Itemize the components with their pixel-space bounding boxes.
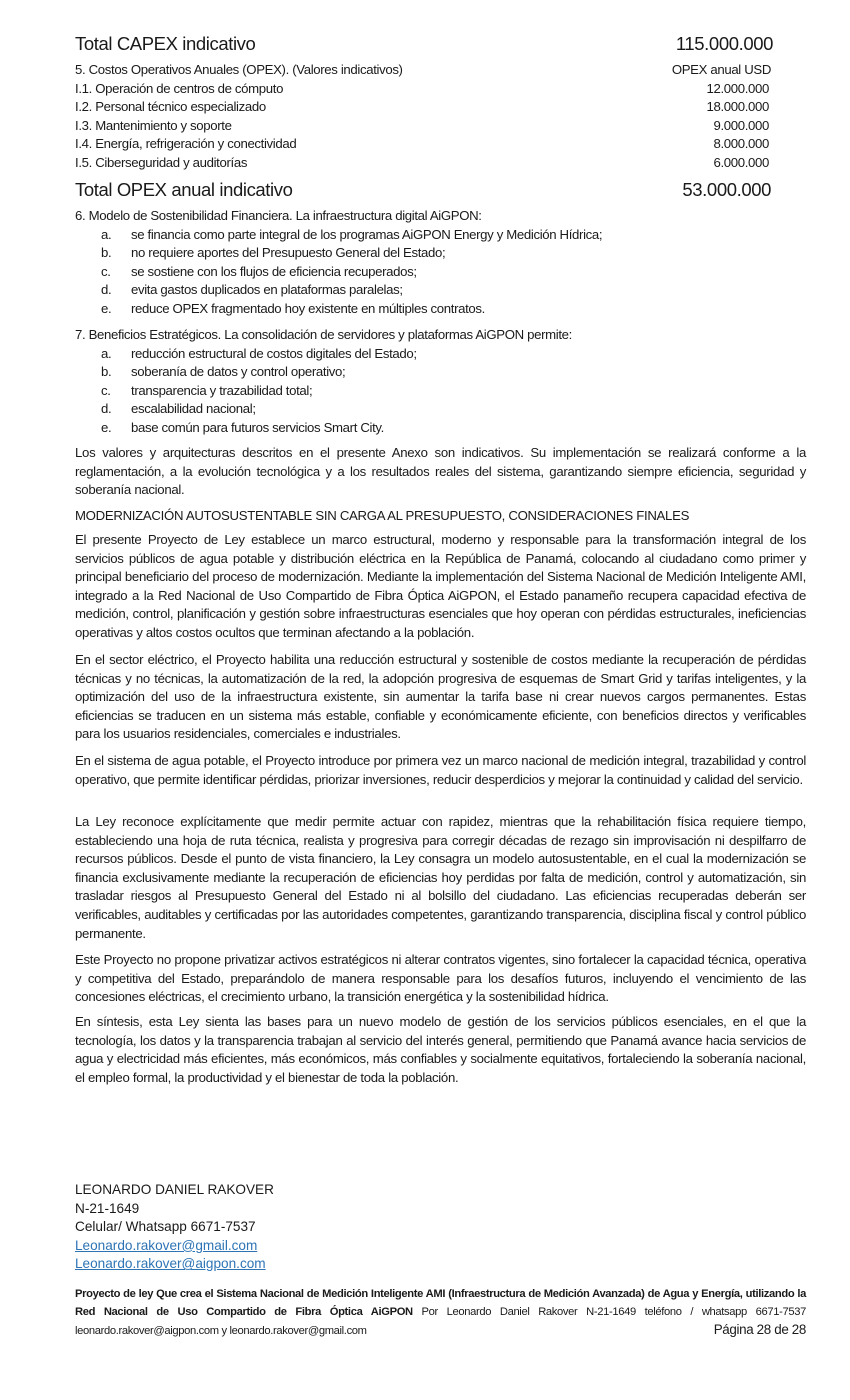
capex-total-value: 115.000.000 (675, 33, 773, 54)
list-item (101, 226, 806, 245)
list-text: no requiere aportes del Presupuesto General del Estado; (131, 245, 446, 260)
opex-total-value: 53.000.000 (682, 179, 771, 200)
list-text: escalabilidad nacional; (131, 401, 256, 416)
opex-item-value: 8.000.000 (713, 136, 769, 151)
paragraph-3: En el sistema de agua potable, el Proyecto introduce por primera vez un marco nacional de medición integral, trazabilidad y control operativo, que permite identificar pérdidas, priorizar inversiones, reducir desperdicios y mejorar la continuidad y calidad del servicio. (75, 753, 806, 787)
footer-emails: leonardo.rakover@aigpon.com y leonardo.rakover@gmail.com (75, 1325, 367, 1337)
list-marker: c. (101, 382, 111, 398)
list-item (101, 400, 806, 419)
list-marker: b. (101, 364, 112, 379)
list-item (101, 300, 806, 319)
opex-heading: 5. Costos Operativos Anuales (OPEX). (Valores indicativos) (75, 62, 403, 77)
opex-item-label: I.3. Mantenimiento y soporte (75, 117, 232, 133)
opex-item-value: 18.000.000 (706, 99, 769, 114)
section-7-heading: 7. Beneficios Estratégicos. La consolidación de servidores y plataformas AiGPON permite: (75, 327, 572, 342)
signature-block (75, 1181, 274, 1274)
list-marker: d. (101, 401, 112, 416)
paragraph-5: Este Proyecto no propone privatizar activos estratégicos ni alterar contratos vigentes, sino fortalecer la capacidad técnica, operativa y competitiva del Estado, preparándolo de manera responsable para los desafíos futuros, incluyendo el vencimiento de las concesiones eléctricas, el crecimiento urbano, la transición energética y la sostenibilidad hídrica. (75, 952, 806, 1005)
footer-author: Por Leonardo Daniel Rakover N-21-1649 teléfono / whatsapp 6671-7537 (412, 1306, 806, 1318)
opex-table (75, 61, 771, 172)
list-marker: b. (101, 245, 112, 260)
capex-total-row (75, 33, 773, 55)
paragraph-2: En el sector eléctrico, el Proyecto habilita una reducción estructural y sostenible de costos mediante la recuperación de pérdidas técnicas y no técnicas, la automatización de la red, la adopción progresiva de esquemas de Smart Grid y tarifas inteligentes, y la optimización del uso de la infraestructura existente, sin aumentar la tarifa base ni crear nuevos cargos permanentes. Estas eficiencias se traducen en un sistema más estable, confiable y económicamente eficiente, con beneficios directos y verificables para los usuarios residenciales, comerciales e industriales. (75, 652, 806, 742)
opex-column-header: OPEX anual USD (671, 62, 771, 77)
footer-bold-title: Proyecto de ley Que crea el Sistema Nacional de Medición Inteligente AMI (Infraestructura de Medición Avanzada) de Agua y Energía, utilizando la Red Nacional de Uso Compartido de Fibra Óptica AiGPON (75, 1288, 806, 1318)
list-item (101, 419, 806, 438)
opex-total-label: Total OPEX anual indicativo (75, 179, 293, 200)
section-7 (75, 326, 806, 437)
footer-bottom-row (75, 1321, 806, 1340)
list-marker: e. (101, 300, 112, 316)
opex-item-label: I.5. Ciberseguridad y auditorías (75, 154, 248, 170)
opex-item-label: I.1. Operación de centros de cómputo (75, 80, 284, 96)
list-text: soberanía de datos y control operativo; (131, 364, 346, 379)
section-6-heading: 6. Modelo de Sostenibilidad Financiera. La infraestructura digital AiGPON: (75, 208, 482, 223)
list-item (101, 345, 806, 364)
list-marker: a. (101, 345, 112, 361)
opex-row (75, 117, 771, 136)
list-text: reducción estructural de costos digitales del Estado; (131, 345, 417, 361)
opex-item-value: 6.000.000 (713, 154, 769, 170)
list-item (101, 363, 806, 382)
signer-name: LEONARDO DANIEL RAKOVER (75, 1182, 274, 1197)
opex-item-label: I.4. Energía, refrigeración y conectividad (75, 136, 297, 151)
opex-row (75, 98, 771, 117)
list-text: se financia como parte integral de los programas AiGPON Energy y Medición Hídrica; (131, 226, 603, 242)
paragraph-1: El presente Proyecto de Ley establece un marco estructural, moderno y responsable para la transformación integral de los servicios públicos de agua potable y distribución eléctrica en la República de Panamá, colocando al ciudadano como primer y principal beneficiario del proceso de modernización. Mediante la implementación del Sistema Nacional de Medición Inteligente AMI, integrado a la Red Nacional de Uso Compartido de Fibra Óptica AiGPON, el Estado panameño recupera capacidad efectiva de medición, control, planificación y gestión sobre infraestructuras esenciales que hoy operan con pérdidas estructurales, ineficiencias operativas y altos costos ocultos que terminan afectando a la población. (75, 532, 806, 640)
list-text: evita gastos duplicados en plataformas paralelas; (131, 282, 403, 297)
page-number: Página 28 de 28 (713, 1322, 806, 1337)
section-6-list (101, 226, 806, 319)
opex-row (75, 80, 771, 99)
paragraph-4: La Ley reconoce explícitamente que medir permite actuar con rapidez, mientras que la rehabilitación física requiere tiempo, estableciendo una hoja de ruta técnica, realista y progresiva para corregir décadas de rezago sin improvisación ni despilfarro de recursos públicos. Desde el punto de vista financiero, la Ley consagra un modelo autosustentable, en el cual la modernización se financia exclusivamente mediante la recuperación de eficiencias hoy perdidas por falta de medición, control y automatización, sin trasladar riesgos al Presupuesto General del Estado ni al bolsillo del ciudadano. Las eficiencias recuperadas deberán ser verificables, auditables y certificadas por las autoridades competentes, garantizando transparencia, disciplina fiscal y control público permanente. (75, 814, 806, 941)
opex-total-row (75, 179, 771, 201)
email-link-aigpon[interactable]: Leonardo.rakover@aigpon.com (75, 1256, 266, 1272)
capex-total-label: Total CAPEX indicativo (75, 33, 256, 54)
section-6 (75, 207, 806, 318)
list-item (101, 281, 806, 300)
section-7-list (101, 345, 806, 438)
list-marker: d. (101, 282, 112, 297)
list-text: base común para futuros servicios Smart City. (131, 419, 384, 435)
opex-row (75, 154, 771, 173)
opex-item-label: I.2. Personal técnico especializado (75, 99, 266, 114)
email-link-gmail[interactable]: Leonardo.rakover@gmail.com (75, 1237, 258, 1253)
list-text: transparencia y trazabilidad total; (131, 382, 313, 398)
list-item (101, 382, 806, 401)
list-marker: a. (101, 226, 112, 242)
list-marker: e. (101, 419, 112, 435)
list-item (101, 263, 806, 282)
opex-item-value: 9.000.000 (713, 117, 769, 133)
opex-header-row (75, 61, 771, 80)
list-text: reduce OPEX fragmentado hoy existente en múltiples contratos. (131, 300, 485, 316)
list-item (101, 244, 806, 263)
paragraph-6: En síntesis, esta Ley sienta las bases para un nuevo modelo de gestión de los servicios públicos esenciales, en el que la tecnología, los datos y la transparencia trabajan al servicio del interés general, permitiendo que Panamá avance hacia servicios de agua y electricidad más eficientes, más económicos, más confiables y socialmente equitativos, fortaleciendo la soberanía nacional, el empleo formal, la productividad y el bienestar de toda la población. (75, 1014, 806, 1085)
signer-phone: Celular/ Whatsapp 6671-7537 (75, 1219, 256, 1235)
opex-item-value: 12.000.000 (706, 80, 769, 96)
signer-id: N-21-1649 (75, 1200, 140, 1216)
list-marker: c. (101, 263, 111, 279)
opex-row (75, 135, 771, 154)
final-considerations-heading: MODERNIZACIÓN AUTOSUSTENTABLE SIN CARGA AL PRESUPUESTO, CONSIDERACIONES FINALES (75, 508, 690, 523)
footer-description (75, 1285, 806, 1321)
page-footer (75, 1285, 806, 1340)
list-text: se sostiene con los flujos de eficiencia recuperados; (131, 263, 417, 279)
annex-note-paragraph: Los valores y arquitecturas descritos en el presente Anexo son indicativos. Su implementación se realizará conforme a la reglamentación, a la evolución tecnológica y a los resultados reales del sistema, garantizando siempre eficiencia, seguridad y soberanía nacional. (75, 445, 806, 498)
